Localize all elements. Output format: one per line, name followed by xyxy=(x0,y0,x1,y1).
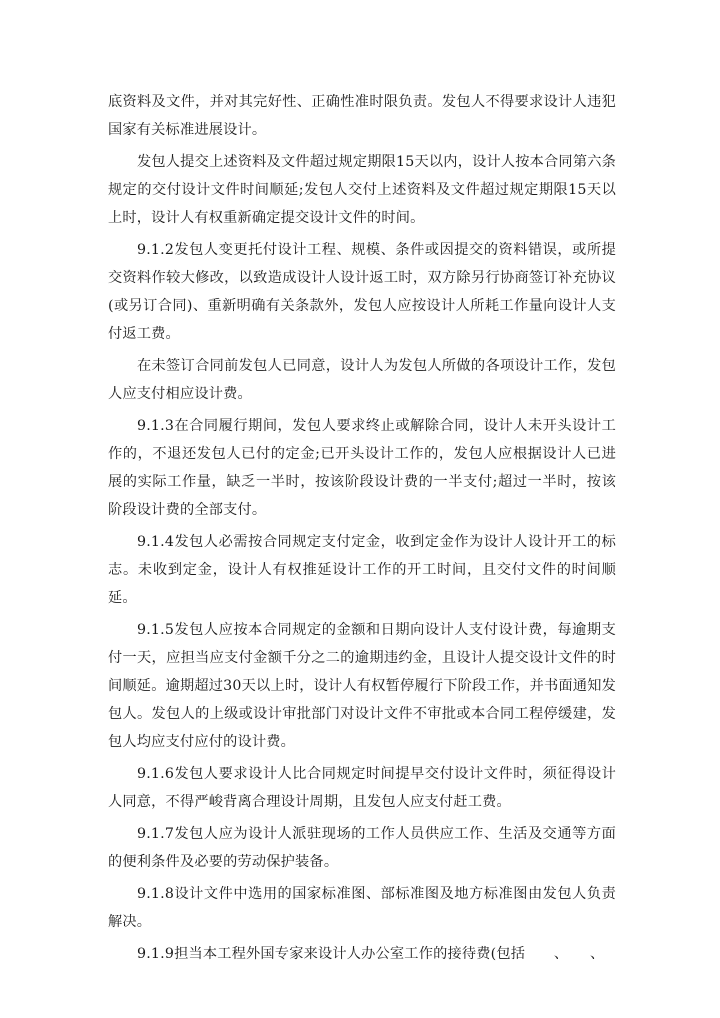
paragraph-9-1-9: 9.1.9担当本工程外国专家来设计人办公室工作的接待费(包括 、 、 xyxy=(137,946,605,962)
paragraph-9-1-5: 9.1.5发包人应按本合同规定的金额和日期向设计人支付设计费，每逾期支付一天，应担当应支付金额千分之二的逾期违约金，且设计人提交设计文件的时间顺延。逾期超过30天以上时，设计人有权暂停履行下阶段工作，并书面通知发包人。发包人的上级或设计审批部门对设计文件不审批或本合同工程停缓建，发包人均应支付应付的设计费。 xyxy=(108,622,616,750)
paragraph-9-1-8: 9.1.8设计文件中选用的国家标准图、部标准图及地方标准图由发包人负责解决。 xyxy=(108,886,616,930)
paragraph-continuation: 底资料及文件，并对其完好性、正确性准时限负责。发包人不得要求设计人违犯国家有关标准进展设计。 xyxy=(108,94,616,138)
paragraph-9-1-6: 9.1.6发包人要求设计人比合同规定时间提早交付设计文件时，须征得设计人同意，不得严峻背离合理设计周期，且发包人应支付赶工费。 xyxy=(108,766,616,810)
paragraph-9-1-2: 9.1.2发包人变更托付设计工程、规模、条件或因提交的资料错误，或所提交资料作较大修改，以致造成设计人设计返工时，双方除另行协商签订补充协议(或另订合同)、重新明确有关条款外，发包人应按设计人所耗工作量向设计人支付返工费。 xyxy=(108,242,616,342)
paragraph-9-1-3: 9.1.3在合同履行期间，发包人要求终止或解除合同，设计人未开头设计工作的，不退还发包人已付的定金;已开头设计工作的，发包人应根据设计人已进展的实际工作量，缺乏一半时，按该阶段设计费的一半支付;超过一半时，按该阶段设计费的全部支付。 xyxy=(108,418,616,518)
paragraph-9-1-4: 9.1.4发包人必需按合同规定支付定金，收到定金作为设计人设计开工的标志。未收到定金，设计人有权推延设计工作的开工时间，且交付文件的时间顺延。 xyxy=(108,534,616,606)
paragraph-pre-contract-work: 在未签订合同前发包人已同意，设计人为发包人所做的各项设计工作，发包人应支付相应设计费。 xyxy=(108,358,616,402)
paragraph-9-1-7: 9.1.7发包人应为设计人派驻现场的工作人员供应工作、生活及交通等方面的便利条件及必要的劳动保护装备。 xyxy=(108,826,616,870)
paragraph-deadline-15-days: 发包人提交上述资料及文件超过规定期限15天以内，设计人按本合同第六条规定的交付设计文件时间顺延;发包人交付上述资料及文件超过规定期限15天以上时，设计人有权重新确定提交设计文件的时间。 xyxy=(108,154,616,226)
document-body xyxy=(108,88,616,972)
